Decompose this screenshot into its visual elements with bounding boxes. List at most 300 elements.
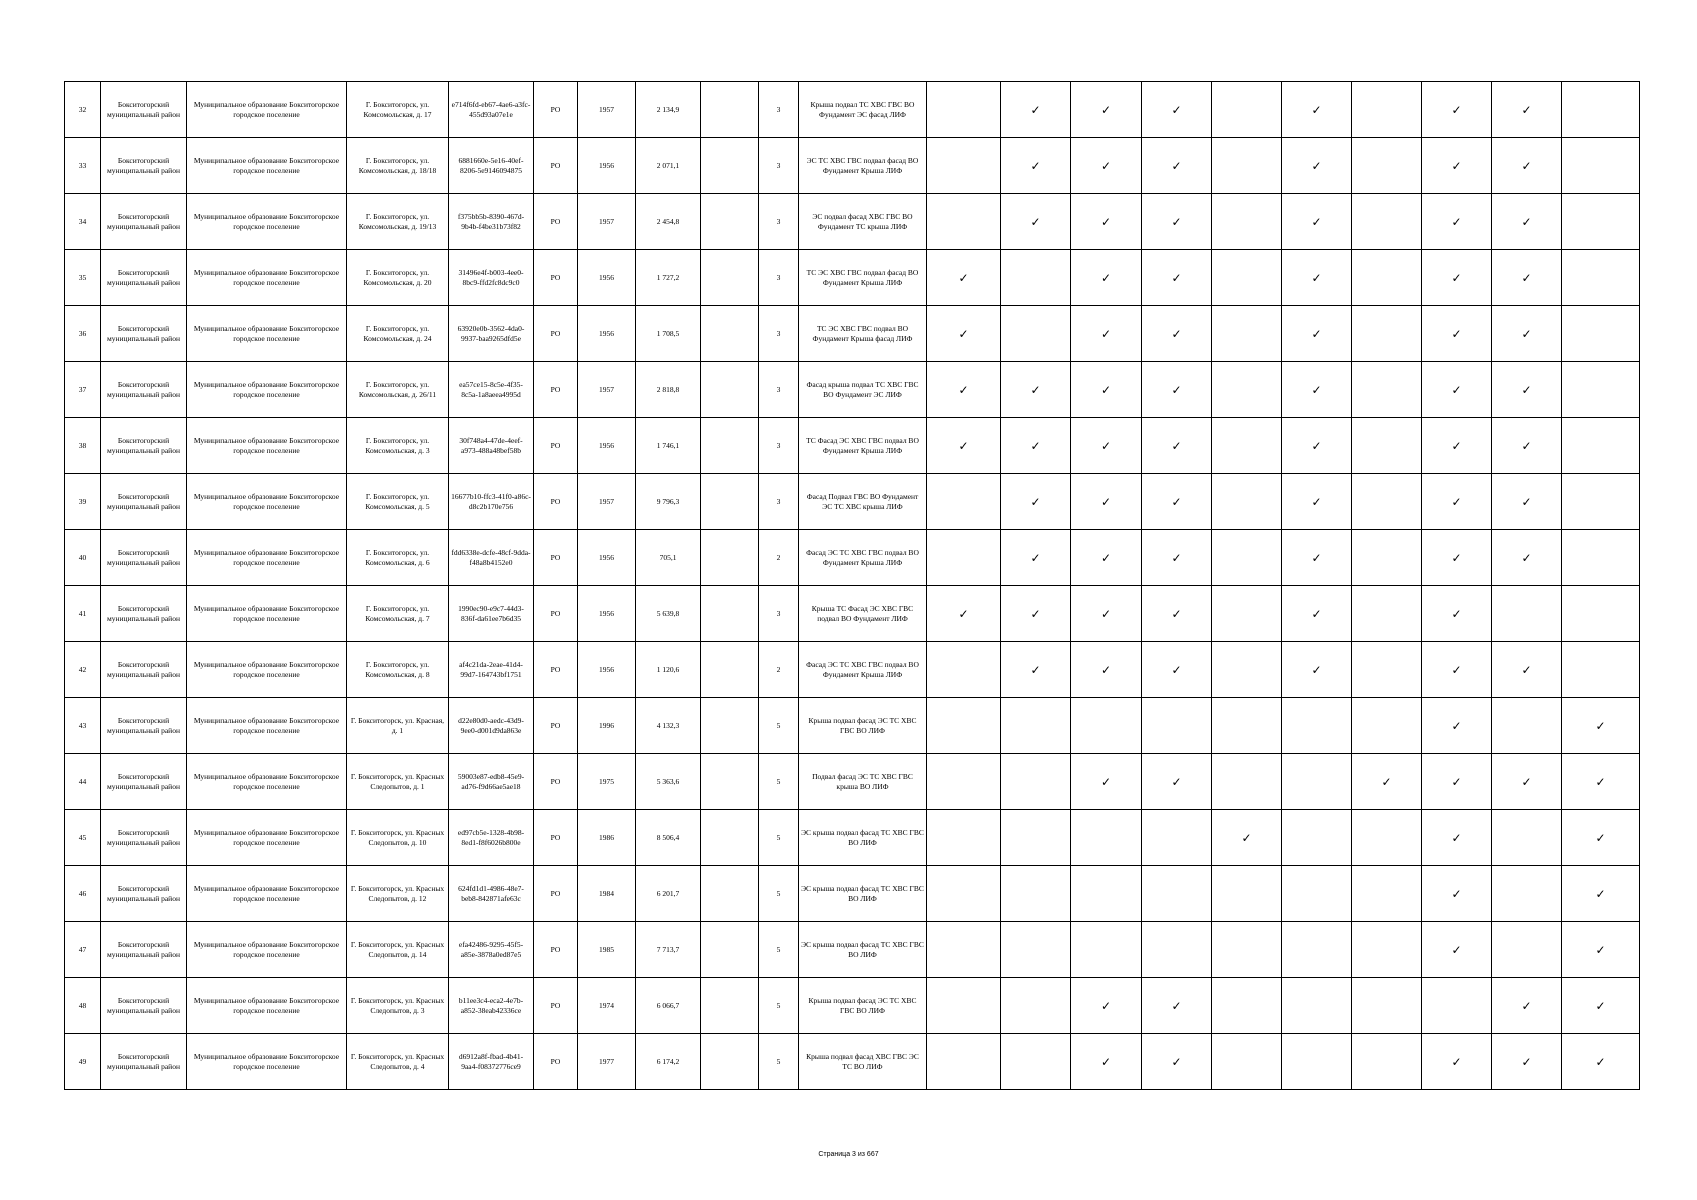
work-check-cell xyxy=(1562,362,1640,418)
check-mark-icon: ✓ xyxy=(1171,438,1182,453)
work-check-cell xyxy=(1352,978,1422,1034)
work-check-cell xyxy=(1001,1034,1071,1090)
check-mark-icon: ✓ xyxy=(1030,550,1041,565)
blank-cell xyxy=(701,194,759,250)
row-number-cell: 39 xyxy=(65,474,101,530)
check-mark-icon: ✓ xyxy=(1311,270,1322,285)
work-check-cell xyxy=(1282,586,1352,642)
guid-cell: f375bb5b-8390-467d-9b4b-f4be31b73f82 xyxy=(449,194,534,250)
table-row xyxy=(65,306,1640,362)
check-mark-icon: ✓ xyxy=(1451,270,1462,285)
check-mark-icon: ✓ xyxy=(1521,662,1532,677)
work-check-cell xyxy=(1001,362,1071,418)
check-mark-icon: ✓ xyxy=(1030,102,1041,117)
table-row xyxy=(65,530,1640,586)
work-check-cell xyxy=(927,530,1001,586)
municipality-cell: Муниципальное образование Бокситогорское городское поселение xyxy=(187,418,347,474)
district-cell: Бокситогорский муниципальный район xyxy=(101,474,187,530)
work-check-cell xyxy=(927,138,1001,194)
work-check-cell xyxy=(927,82,1001,138)
works-list-cell: Фасад ЭС ТС ХВС ГВС подвал ВО Фундамент Крыша ЛИФ xyxy=(799,530,927,586)
blank-cell xyxy=(701,978,759,1034)
works-list-cell: ЭС подвал фасад ХВС ГВС ВО Фундамент ТС крыша ЛИФ xyxy=(799,194,927,250)
work-check-cell xyxy=(1001,418,1071,474)
work-check-cell xyxy=(1492,474,1562,530)
work-check-cell xyxy=(1562,418,1640,474)
table-row xyxy=(65,194,1640,250)
work-check-cell xyxy=(1142,306,1212,362)
check-mark-icon: ✓ xyxy=(1030,158,1041,173)
type-cell: РО xyxy=(534,194,578,250)
work-check-cell xyxy=(1422,194,1492,250)
check-mark-icon: ✓ xyxy=(958,438,969,453)
work-check-cell xyxy=(1422,922,1492,978)
check-mark-icon: ✓ xyxy=(1311,158,1322,173)
works-list-cell: Фасад крыша подвал ТС ХВС ГВС ВО Фундамент ЭС ЛИФ xyxy=(799,362,927,418)
work-check-cell xyxy=(1492,698,1562,754)
work-check-cell xyxy=(1142,1034,1212,1090)
check-mark-icon: ✓ xyxy=(1171,102,1182,117)
work-check-cell xyxy=(1352,474,1422,530)
work-check-cell xyxy=(1001,138,1071,194)
table-row xyxy=(65,250,1640,306)
row-number-cell: 40 xyxy=(65,530,101,586)
type-cell: РО xyxy=(534,754,578,810)
work-check-cell xyxy=(1212,138,1282,194)
work-check-cell xyxy=(1282,362,1352,418)
work-check-cell xyxy=(1562,194,1640,250)
check-mark-icon: ✓ xyxy=(1595,830,1606,845)
area-cell: 6 066,7 xyxy=(636,978,701,1034)
address-cell: Г. Бокситогорск, ул. Комсомольская, д. 6 xyxy=(347,530,449,586)
check-mark-icon: ✓ xyxy=(1100,998,1112,1013)
check-mark-icon: ✓ xyxy=(1100,606,1112,621)
check-mark-icon: ✓ xyxy=(1171,1054,1182,1069)
work-check-cell xyxy=(1142,754,1212,810)
work-check-cell xyxy=(1212,978,1282,1034)
district-cell: Бокситогорский муниципальный район xyxy=(101,362,187,418)
check-mark-icon: ✓ xyxy=(1100,382,1112,397)
guid-cell: 6881660e-5e16-40ef-8206-5e9146094875 xyxy=(449,138,534,194)
row-number-cell: 36 xyxy=(65,306,101,362)
work-check-cell xyxy=(1212,586,1282,642)
group-cell: 5 xyxy=(759,978,799,1034)
district-cell: Бокситогорский муниципальный район xyxy=(101,250,187,306)
table-row xyxy=(65,474,1640,530)
work-check-cell xyxy=(1282,810,1352,866)
guid-cell: ea57ce15-8c5e-4f35-8c5a-1a8aeea4995d xyxy=(449,362,534,418)
district-cell: Бокситогорский муниципальный район xyxy=(101,698,187,754)
works-list-cell: Крыша подвал ТС ХВС ГВС ВО Фундамент ЭС фасад ЛИФ xyxy=(799,82,927,138)
blank-cell xyxy=(701,810,759,866)
work-check-cell xyxy=(1212,866,1282,922)
work-check-cell xyxy=(1212,1034,1282,1090)
work-check-cell xyxy=(1422,530,1492,586)
type-cell: РО xyxy=(534,82,578,138)
year-cell: 1957 xyxy=(578,82,636,138)
work-check-cell xyxy=(1282,82,1352,138)
work-check-cell xyxy=(1001,250,1071,306)
check-mark-icon: ✓ xyxy=(1595,998,1606,1013)
district-cell: Бокситогорский муниципальный район xyxy=(101,194,187,250)
work-check-cell xyxy=(1422,82,1492,138)
blank-cell xyxy=(701,306,759,362)
work-check-cell xyxy=(1352,922,1422,978)
district-cell: Бокситогорский муниципальный район xyxy=(101,586,187,642)
year-cell: 1956 xyxy=(578,586,636,642)
check-mark-icon: ✓ xyxy=(1451,886,1462,901)
work-check-cell xyxy=(1142,698,1212,754)
works-list-cell: Крыша подвал фасад ЭС ТС ХВС ГВС ВО ЛИФ xyxy=(799,978,927,1034)
guid-cell: b11ee3c4-eca2-4e7b-a852-38eab42336ce xyxy=(449,978,534,1034)
check-mark-icon: ✓ xyxy=(1030,438,1041,453)
check-mark-icon: ✓ xyxy=(1100,774,1112,789)
work-check-cell xyxy=(1142,474,1212,530)
work-check-cell xyxy=(1352,530,1422,586)
check-mark-icon: ✓ xyxy=(1100,102,1112,117)
check-mark-icon: ✓ xyxy=(1311,662,1322,677)
address-cell: Г. Бокситогорск, ул. Красных Следопытов, д. 3 xyxy=(347,978,449,1034)
municipality-cell: Муниципальное образование Бокситогорское городское поселение xyxy=(187,810,347,866)
work-check-cell xyxy=(1422,306,1492,362)
work-check-cell xyxy=(1352,362,1422,418)
check-mark-icon: ✓ xyxy=(1451,1054,1462,1069)
check-mark-icon: ✓ xyxy=(1100,158,1112,173)
work-check-cell xyxy=(1071,362,1142,418)
check-mark-icon: ✓ xyxy=(1595,1054,1606,1069)
table-body xyxy=(65,82,1640,1090)
blank-cell xyxy=(701,530,759,586)
check-mark-icon: ✓ xyxy=(1451,662,1462,677)
table-row xyxy=(65,642,1640,698)
work-check-cell xyxy=(927,754,1001,810)
work-check-cell xyxy=(1212,530,1282,586)
type-cell: РО xyxy=(534,418,578,474)
row-number-cell: 37 xyxy=(65,362,101,418)
area-cell: 1 746,1 xyxy=(636,418,701,474)
group-cell: 3 xyxy=(759,474,799,530)
work-check-cell xyxy=(1212,82,1282,138)
work-check-cell xyxy=(1212,698,1282,754)
district-cell: Бокситогорский муниципальный район xyxy=(101,306,187,362)
blank-cell xyxy=(701,866,759,922)
check-mark-icon: ✓ xyxy=(1171,270,1182,285)
type-cell: РО xyxy=(534,810,578,866)
area-cell: 2 818,8 xyxy=(636,362,701,418)
blank-cell xyxy=(701,362,759,418)
works-list-cell: ТС ЭС ХВС ГВС подвал ВО Фундамент Крыша фасад ЛИФ xyxy=(799,306,927,362)
blank-cell xyxy=(701,474,759,530)
work-check-cell xyxy=(1001,194,1071,250)
guid-cell: 16677b10-ffc3-41f0-a86c-d8c2b170e756 xyxy=(449,474,534,530)
district-cell: Бокситогорский муниципальный район xyxy=(101,82,187,138)
district-cell: Бокситогорский муниципальный район xyxy=(101,1034,187,1090)
year-cell: 1986 xyxy=(578,810,636,866)
work-check-cell xyxy=(1422,810,1492,866)
work-check-cell xyxy=(927,866,1001,922)
check-mark-icon: ✓ xyxy=(1030,214,1041,229)
table-row xyxy=(65,138,1640,194)
check-mark-icon: ✓ xyxy=(1171,998,1182,1013)
work-check-cell xyxy=(1352,1034,1422,1090)
group-cell: 5 xyxy=(759,1034,799,1090)
work-check-cell xyxy=(1282,922,1352,978)
work-check-cell xyxy=(1492,306,1562,362)
work-check-cell xyxy=(1212,306,1282,362)
work-check-cell xyxy=(1352,250,1422,306)
area-cell: 2 134,9 xyxy=(636,82,701,138)
check-mark-icon: ✓ xyxy=(958,326,969,341)
check-mark-icon: ✓ xyxy=(1171,158,1182,173)
check-mark-icon: ✓ xyxy=(1451,382,1462,397)
check-mark-icon: ✓ xyxy=(1030,662,1041,677)
year-cell: 1956 xyxy=(578,642,636,698)
area-cell: 1 727,2 xyxy=(636,250,701,306)
work-check-cell xyxy=(1212,362,1282,418)
table-row xyxy=(65,754,1640,810)
work-check-cell xyxy=(1422,698,1492,754)
check-mark-icon: ✓ xyxy=(1311,382,1322,397)
work-check-cell xyxy=(1001,698,1071,754)
check-mark-icon: ✓ xyxy=(1595,718,1606,733)
district-cell: Бокситогорский муниципальный район xyxy=(101,866,187,922)
work-check-cell xyxy=(1562,754,1640,810)
work-check-cell xyxy=(1422,138,1492,194)
type-cell: РО xyxy=(534,306,578,362)
check-mark-icon: ✓ xyxy=(1030,606,1041,621)
work-check-cell xyxy=(1071,306,1142,362)
year-cell: 1984 xyxy=(578,866,636,922)
municipality-cell: Муниципальное образование Бокситогорское городское поселение xyxy=(187,306,347,362)
check-mark-icon: ✓ xyxy=(1171,214,1182,229)
row-number-cell: 34 xyxy=(65,194,101,250)
guid-cell: d6912a8f-fbad-4b41-9aa4-f08372776ce9 xyxy=(449,1034,534,1090)
address-cell: Г. Бокситогорск, ул. Комсомольская, д. 8 xyxy=(347,642,449,698)
district-cell: Бокситогорский муниципальный район xyxy=(101,418,187,474)
work-check-cell xyxy=(1492,810,1562,866)
works-list-cell: ТС ЭС ХВС ГВС подвал фасад ВО Фундамент Крыша ЛИФ xyxy=(799,250,927,306)
district-cell: Бокситогорский муниципальный район xyxy=(101,754,187,810)
works-list-cell: Крыша ТС Фасад ЭС ХВС ГВС подвал ВО Фундамент ЛИФ xyxy=(799,586,927,642)
area-cell: 7 713,7 xyxy=(636,922,701,978)
work-check-cell xyxy=(1492,586,1562,642)
work-check-cell xyxy=(1001,810,1071,866)
address-cell: Г. Бокситогорск, ул. Комсомольская, д. 7 xyxy=(347,586,449,642)
table-row xyxy=(65,922,1640,978)
check-mark-icon: ✓ xyxy=(1451,550,1462,565)
work-check-cell xyxy=(1001,474,1071,530)
work-check-cell xyxy=(1071,194,1142,250)
work-check-cell xyxy=(1142,586,1212,642)
works-list-cell: Крыша подвал фасад ЭС ТС ХВС ГВС ВО ЛИФ xyxy=(799,698,927,754)
municipality-cell: Муниципальное образование Бокситогорское городское поселение xyxy=(187,530,347,586)
check-mark-icon: ✓ xyxy=(1311,550,1322,565)
work-check-cell xyxy=(1492,922,1562,978)
works-list-cell: ЭС ТС ХВС ГВС подвал фасад ВО Фундамент Крыша ЛИФ xyxy=(799,138,927,194)
work-check-cell xyxy=(1352,698,1422,754)
work-check-cell xyxy=(1071,810,1142,866)
district-cell: Бокситогорский муниципальный район xyxy=(101,978,187,1034)
blank-cell xyxy=(701,642,759,698)
work-check-cell xyxy=(1001,866,1071,922)
check-mark-icon: ✓ xyxy=(1451,158,1462,173)
type-cell: РО xyxy=(534,250,578,306)
address-cell: Г. Бокситогорск, ул. Комсомольская, д. 3 xyxy=(347,418,449,474)
work-check-cell xyxy=(1352,642,1422,698)
check-mark-icon: ✓ xyxy=(1311,438,1322,453)
year-cell: 1956 xyxy=(578,306,636,362)
work-check-cell xyxy=(1071,698,1142,754)
address-cell: Г. Бокситогорск, ул. Комсомольская, д. 18/18 xyxy=(347,138,449,194)
check-mark-icon: ✓ xyxy=(1171,326,1182,341)
type-cell: РО xyxy=(534,138,578,194)
address-cell: Г. Бокситогорск, ул. Комсомольская, д. 19/13 xyxy=(347,194,449,250)
blank-cell xyxy=(701,754,759,810)
work-check-cell xyxy=(927,474,1001,530)
check-mark-icon: ✓ xyxy=(958,270,969,285)
year-cell: 1957 xyxy=(578,362,636,418)
year-cell: 1974 xyxy=(578,978,636,1034)
guid-cell: d22e80d0-aedc-43d9-9ee0-d001d9da863e xyxy=(449,698,534,754)
table-row xyxy=(65,362,1640,418)
check-mark-icon: ✓ xyxy=(1451,326,1462,341)
work-check-cell xyxy=(1492,642,1562,698)
blank-cell xyxy=(701,82,759,138)
guid-cell: 1990ec90-e9c7-44d3-836f-da61ee7b6d35 xyxy=(449,586,534,642)
work-check-cell xyxy=(1212,418,1282,474)
type-cell: РО xyxy=(534,362,578,418)
guid-cell: 59003e87-edb8-45e9-ad76-f9d66ae5ae18 xyxy=(449,754,534,810)
work-check-cell xyxy=(1352,810,1422,866)
check-mark-icon: ✓ xyxy=(1521,438,1532,453)
works-list-cell: Фасад ЭС ТС ХВС ГВС подвал ВО Фундамент Крыша ЛИФ xyxy=(799,642,927,698)
work-check-cell xyxy=(1492,250,1562,306)
work-check-cell xyxy=(1001,642,1071,698)
work-check-cell xyxy=(1562,866,1640,922)
address-cell: Г. Бокситогорск, ул. Комсомольская, д. 17 xyxy=(347,82,449,138)
municipality-cell: Муниципальное образование Бокситогорское городское поселение xyxy=(187,586,347,642)
work-check-cell xyxy=(1001,922,1071,978)
work-check-cell xyxy=(927,978,1001,1034)
check-mark-icon: ✓ xyxy=(1171,774,1182,789)
municipality-cell: Муниципальное образование Бокситогорское городское поселение xyxy=(187,978,347,1034)
check-mark-icon: ✓ xyxy=(1595,886,1606,901)
check-mark-icon: ✓ xyxy=(1595,942,1606,957)
work-check-cell xyxy=(927,194,1001,250)
work-check-cell xyxy=(1282,754,1352,810)
work-check-cell xyxy=(1142,922,1212,978)
work-check-cell xyxy=(1562,530,1640,586)
work-check-cell xyxy=(1282,194,1352,250)
group-cell: 3 xyxy=(759,362,799,418)
check-mark-icon: ✓ xyxy=(1311,494,1322,509)
work-check-cell xyxy=(1352,306,1422,362)
work-check-cell xyxy=(1352,194,1422,250)
works-list-cell: Фасад Подвал ГВС ВО Фундамент ЭС ТС ХВС крыша ЛИФ xyxy=(799,474,927,530)
work-check-cell xyxy=(1282,418,1352,474)
guid-cell: ed97cb5e-1328-4b98-8ed1-f8f6026b800e xyxy=(449,810,534,866)
year-cell: 1957 xyxy=(578,474,636,530)
check-mark-icon: ✓ xyxy=(1451,494,1462,509)
guid-cell: efa42486-9295-45f5-a85e-3878a0ed87e5 xyxy=(449,922,534,978)
works-list-cell: Подвал фасад ЭС ТС ХВС ГВС крыша ВО ЛИФ xyxy=(799,754,927,810)
guid-cell: 31496e4f-b003-4ee0-8bc9-ffd2fc8dc9c0 xyxy=(449,250,534,306)
check-mark-icon: ✓ xyxy=(1171,606,1182,621)
work-check-cell xyxy=(1422,866,1492,922)
check-mark-icon: ✓ xyxy=(1100,494,1112,509)
year-cell: 1956 xyxy=(578,418,636,474)
check-mark-icon: ✓ xyxy=(1030,382,1041,397)
work-check-cell xyxy=(1562,810,1640,866)
group-cell: 3 xyxy=(759,138,799,194)
work-check-cell xyxy=(1492,194,1562,250)
area-cell: 2 454,8 xyxy=(636,194,701,250)
check-mark-icon: ✓ xyxy=(1100,438,1112,453)
work-check-cell xyxy=(1282,866,1352,922)
area-cell: 1 120,6 xyxy=(636,642,701,698)
work-check-cell xyxy=(1282,530,1352,586)
work-check-cell xyxy=(1142,194,1212,250)
work-check-cell xyxy=(1001,586,1071,642)
municipality-cell: Муниципальное образование Бокситогорское городское поселение xyxy=(187,138,347,194)
year-cell: 1956 xyxy=(578,530,636,586)
year-cell: 1956 xyxy=(578,250,636,306)
municipality-cell: Муниципальное образование Бокситогорское городское поселение xyxy=(187,754,347,810)
work-check-cell xyxy=(1422,978,1492,1034)
work-check-cell xyxy=(1142,138,1212,194)
table-row xyxy=(65,698,1640,754)
municipality-cell: Муниципальное образование Бокситогорское городское поселение xyxy=(187,866,347,922)
work-check-cell xyxy=(1071,418,1142,474)
work-check-cell xyxy=(1001,978,1071,1034)
work-check-cell xyxy=(1071,530,1142,586)
row-number-cell: 43 xyxy=(65,698,101,754)
group-cell: 5 xyxy=(759,754,799,810)
area-cell: 6 201,7 xyxy=(636,866,701,922)
work-check-cell xyxy=(1422,754,1492,810)
work-check-cell xyxy=(1071,82,1142,138)
year-cell: 1956 xyxy=(578,138,636,194)
work-check-cell xyxy=(1422,1034,1492,1090)
type-cell: РО xyxy=(534,698,578,754)
guid-cell: e714f6fd-eb67-4ae6-a3fc-455d93a07e1e xyxy=(449,82,534,138)
work-check-cell xyxy=(1071,586,1142,642)
year-cell: 1977 xyxy=(578,1034,636,1090)
blank-cell xyxy=(701,1034,759,1090)
blank-cell xyxy=(701,698,759,754)
municipality-cell: Муниципальное образование Бокситогорское городское поселение xyxy=(187,642,347,698)
municipality-cell: Муниципальное образование Бокситогорское городское поселение xyxy=(187,362,347,418)
row-number-cell: 38 xyxy=(65,418,101,474)
works-list-cell: ЭС крыша подвал фасад ТС ХВС ГВС ВО ЛИФ xyxy=(799,866,927,922)
year-cell: 1985 xyxy=(578,922,636,978)
address-cell: Г. Бокситогорск, ул. Комсомольская, д. 24 xyxy=(347,306,449,362)
address-cell: Г. Бокситогорск, ул. Комсомольская, д. 5 xyxy=(347,474,449,530)
check-mark-icon: ✓ xyxy=(1100,326,1112,341)
guid-cell: 63920e0b-3562-4da0-9937-baa9265dfd5e xyxy=(449,306,534,362)
municipality-cell: Муниципальное образование Бокситогорское городское поселение xyxy=(187,922,347,978)
group-cell: 3 xyxy=(759,194,799,250)
work-check-cell xyxy=(1142,362,1212,418)
municipality-cell: Муниципальное образование Бокситогорское городское поселение xyxy=(187,1034,347,1090)
work-check-cell xyxy=(1071,250,1142,306)
work-check-cell xyxy=(1001,530,1071,586)
district-cell: Бокситогорский муниципальный район xyxy=(101,922,187,978)
work-check-cell xyxy=(1422,250,1492,306)
work-check-cell xyxy=(927,922,1001,978)
type-cell: РО xyxy=(534,474,578,530)
row-number-cell: 35 xyxy=(65,250,101,306)
